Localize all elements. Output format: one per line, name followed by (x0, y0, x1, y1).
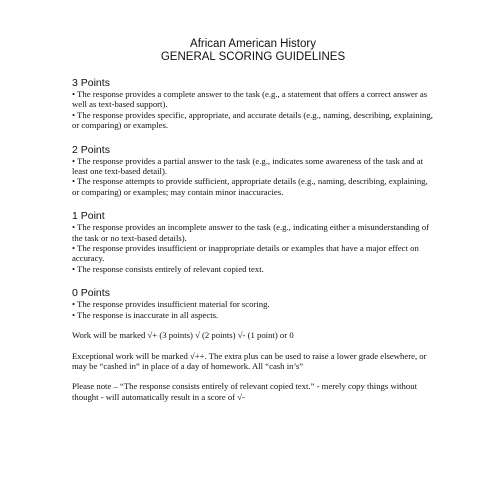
section-heading: 1 Point (72, 210, 105, 223)
document-subtitle: GENERAL SCORING GUIDELINES (160, 51, 346, 63)
exceptional-work-paragraph: Exceptional work will be marked √++. The extra plus can be used to raise a lower grade elsewhere, or may be “cashed in” in place of a day of homework. All “cash in’s” (72, 350, 427, 371)
document-title: African American History (190, 38, 316, 50)
section-heading: 3 Points (72, 77, 110, 89)
section-3-points (72, 77, 434, 131)
section-2-points (72, 144, 434, 198)
please-note-paragraph: Please note – “The response consists entirely of relevant copied text.” - merely copy things without thought - will automatically result in a score of √- (72, 381, 417, 402)
bullet-item: • The response is inaccurate in all aspects. (72, 309, 219, 320)
bullet-item: • The response provides insufficient material for scoring. (72, 299, 270, 310)
scoring-guidelines-document (72, 38, 434, 402)
section-heading: 0 Points (72, 287, 110, 300)
bullet-item: • The response provides a complete answer to the task (e.g., a statement that offers a correct answer as well as text-based support). (72, 89, 428, 110)
bullet-item: • The response attempts to provide sufficient, appropriate details (e.g., naming, describing, explaining, or comparing) or examples; may contain minor inaccuracies. (72, 176, 428, 197)
bullet-item: • The response consists entirely of relevant copied text. (72, 263, 264, 274)
bullet-item: • The response provides a partial answer to the task (e.g., indicates some awareness of the task and at least one text-based detail). (72, 155, 423, 177)
section-0-points (72, 287, 434, 320)
bullet-item: • The response provides an incomplete answer to the task (e.g., indicating either a misunderstanding of the task or no text-based details). (72, 222, 430, 243)
section-1-point (72, 210, 434, 274)
bullet-item: • The response provides insufficient or inappropriate details or examples that have a major effect on accuracy. (72, 243, 419, 264)
bullet-item: • The response provides specific, appropriate, and accurate details (e.g., naming, describing, explaining, or comparing) or examples. (72, 109, 433, 131)
marking-scale-paragraph: Work will be marked √+ (3 points) √ (2 points) √- (1 point) or 0 (72, 330, 294, 341)
section-heading: 2 Points (72, 143, 110, 156)
